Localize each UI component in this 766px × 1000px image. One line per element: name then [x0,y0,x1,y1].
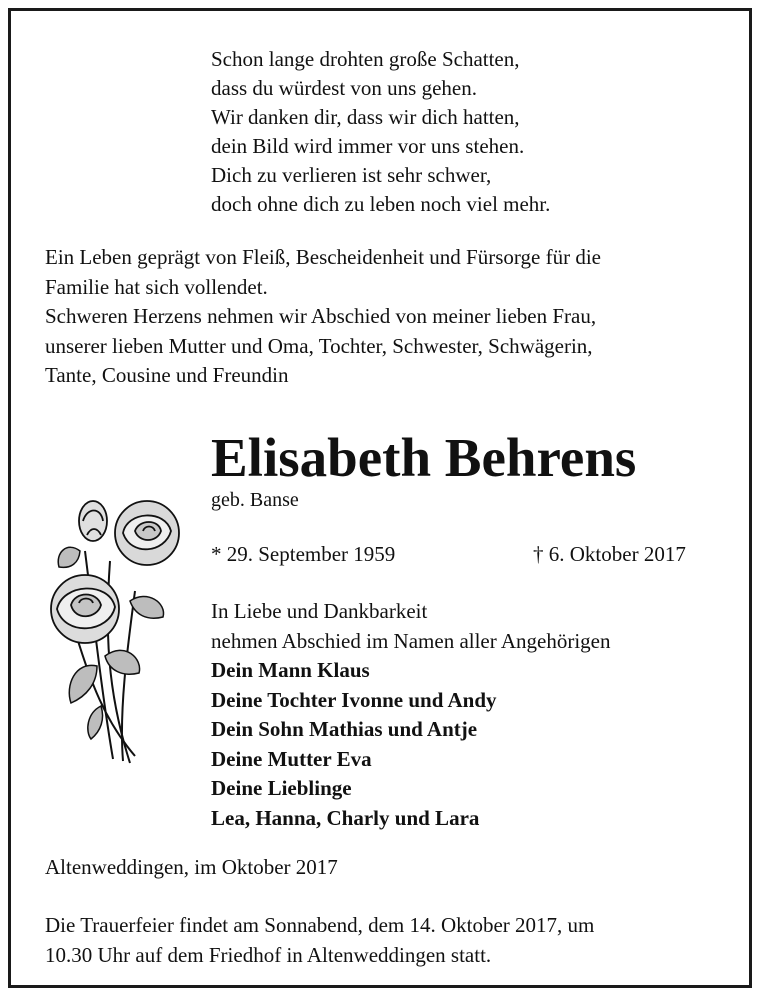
funeral-line: Die Trauerfeier findet am Sonnabend, dem 14. Oktober 2017, um [45,913,595,937]
poem-line: dass du würdest von uns gehen. [211,76,477,100]
funeral-info [45,911,594,970]
poem-line: doch ohne dich zu leben noch viel mehr. [211,192,551,216]
intro-line: Tante, Cousine und Freundin [45,363,289,387]
funeral-line: 10.30 Uhr auf dem Friedhof in Altenweddingen statt. [45,942,492,967]
deceased-name: Elisabeth Behrens [211,427,637,488]
mourner-name: Deine Mutter Eva [211,746,372,771]
intro-line: Familie hat sich vollendet. [45,274,268,299]
mourner-name: Deine Tochter Ivonne und Andy [211,687,497,712]
poem [211,45,550,219]
intro-line: unserer lieben Mutter und Oma, Tochter, Schwester, Schwägerin, [45,333,593,358]
poem-line: dein Bild wird immer vor uns stehen. [211,134,525,158]
intro-text [45,243,745,391]
poem-line: Wir danken dir, dass wir dich hatten, [211,105,520,129]
intro-line: Schweren Herzens nehmen wir Abschied von meiner lieben Frau, [45,304,597,328]
obituary-notice [8,8,752,988]
roses-icon [35,491,195,771]
mourners-intro-line: In Liebe und Dankbarkeit [211,599,428,623]
mourner-name: Dein Sohn Mathias und Antje [211,717,478,741]
poem-line: Dich zu verlieren ist sehr schwer, [211,163,492,187]
mourner-name: Lea, Hanna, Charly und Lara [211,805,480,830]
birth-date: * 29. September 1959 [211,542,396,566]
mourners-intro-line: nehmen Abschied im Namen aller Angehörigen [211,628,611,653]
place-date: Altenweddingen, im Oktober 2017 [45,855,338,879]
mourners [211,597,610,833]
mourner-name: Deine Lieblinge [211,776,352,800]
mourner-name: Dein Mann Klaus [211,658,370,682]
death-date: † 6. Oktober 2017 [533,542,686,566]
maiden-name: geb. Banse [211,489,299,511]
poem-line: Schon lange drohten große Schatten, [211,47,520,71]
intro-line: Ein Leben geprägt von Fleiß, Bescheidenheit und Fürsorge für die [45,245,601,269]
